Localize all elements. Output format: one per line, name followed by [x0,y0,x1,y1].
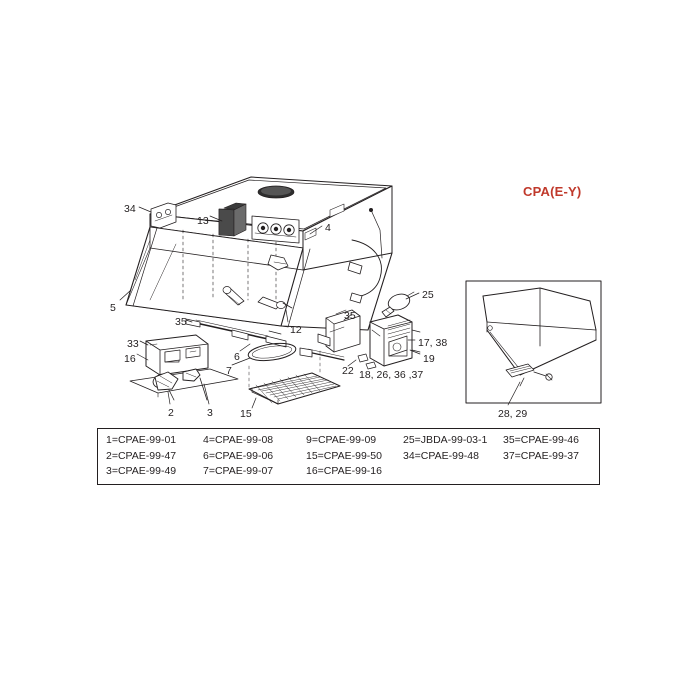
legend-item: 3=CPAE-99-49 [106,465,177,477]
callout-33: 33 [127,338,139,350]
legend-item: 1=CPAE-99-01 [106,434,177,446]
callout-22: 22 [342,365,354,377]
callout-15: 15 [240,408,252,420]
callout-2: 2 [168,407,174,419]
legend-item: 2=CPAE-99-47 [106,449,177,462]
legend-column-5 [503,433,579,464]
callout-35-right: 35 [344,310,356,322]
callout-3: 3 [207,407,213,419]
legend-column-3 [306,433,382,480]
legend-item: 34=CPAE-99-48 [403,449,479,462]
legend-item: 7=CPAE-99-07 [203,465,274,477]
callout-35-left: 35 [175,316,187,328]
callout-6: 6 [234,351,240,363]
legend-column-4 [403,433,487,464]
legend-item: 4=CPAE-99-08 [203,434,274,446]
callout-28-29: 28, 29 [498,408,528,420]
callout-7: 7 [226,365,232,377]
legend-item: 15=CPAE-99-50 [306,449,382,462]
callout-18-26-36-37: 18, 26, 36 ,37 [359,369,424,381]
callout-12: 12 [290,324,302,336]
callout-4: 4 [325,222,331,234]
legend-column-2 [203,433,273,480]
legend-item: 16=CPAE-99-16 [306,465,382,477]
callout-25: 25 [422,289,434,301]
parts-legend [97,428,600,485]
callout-17-38: 17, 38 [418,337,448,349]
callout-16: 16 [124,353,136,365]
callout-13: 13 [197,215,209,227]
legend-item: 25=JBDA-99-03-1 [403,434,488,446]
callout-5: 5 [110,302,116,314]
legend-item: 37=CPAE-99-37 [503,449,579,462]
model-code-label: CPA(E-Y) [523,184,582,199]
legend-item: 6=CPAE-99-06 [203,449,274,462]
callout-34: 34 [124,203,136,215]
callout-19: 19 [423,353,435,365]
legend-item: 9=CPAE-99-09 [306,434,377,446]
legend-item: 35=CPAE-99-46 [503,434,579,446]
legend-column-1 [106,433,176,480]
